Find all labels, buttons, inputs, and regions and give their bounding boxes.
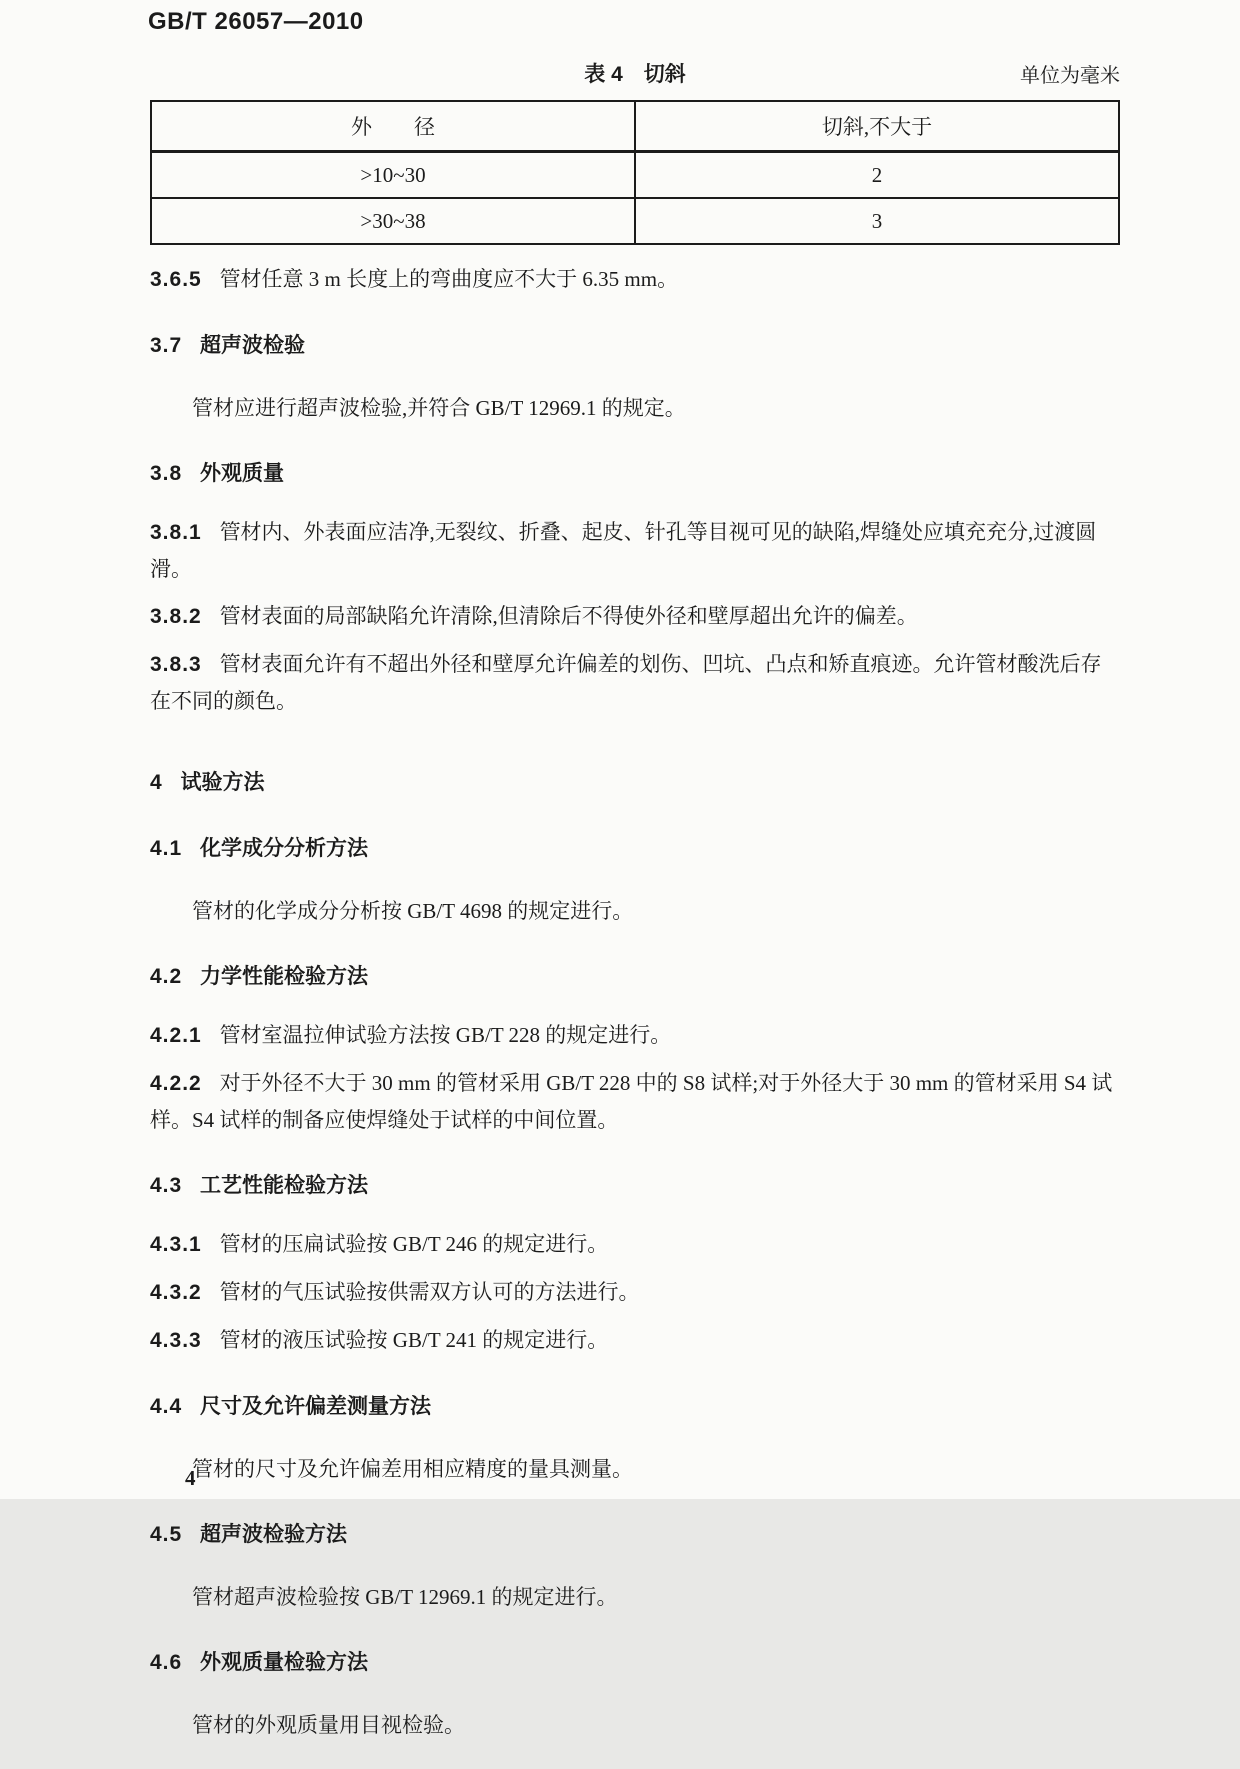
heading-4-1 [150,831,1120,867]
table-caption-row [150,58,1120,90]
page-number: 4 [185,1466,196,1490]
heading-4-5 [150,1517,1120,1553]
clause-number: 4.2 [150,965,183,988]
clause-number: 4.2.1 [150,1024,202,1047]
cell-cut-slant-value: 3 [635,198,1119,244]
clause-text: 管材的液压试验按 GB/T 241 的规定进行。 [219,1328,609,1352]
clause-number: 3.8.3 [150,653,202,676]
clause-number: 3.8.1 [150,521,202,544]
clause-number: 4.3 [150,1174,183,1197]
cell-diameter-range: >30~38 [151,198,635,244]
cell-cut-slant-value: 2 [635,152,1119,199]
clause-text: 管材表面允许有不超出外径和壁厚允许偏差的划伤、凹坑、凸点和矫直痕迹。允许管材酸洗后存在不同的颜色。 [150,652,1102,713]
clause-text: 管材的压扁试验按 GB/T 246 的规定进行。 [219,1232,609,1256]
heading-4-6 [150,1645,1120,1681]
heading-title: 力学性能检验方法 [200,965,369,988]
column-header-outer-diameter: 外 径 [151,101,635,152]
heading-4-3 [150,1168,1120,1204]
paragraph-chemical: 管材的化学成分分析按 GB/T 4698 的规定进行。 [192,899,634,923]
chapter-number: 4 [150,771,163,794]
clause-4-3-1 [150,1226,1120,1263]
standard-number: GB/T 26057—2010 [148,8,364,35]
clause-number: 4.6 [150,1651,183,1674]
paragraph-ultrasonic: 管材应进行超声波检验,并符合 GB/T 12969.1 的规定。 [192,396,686,420]
table-4-qiexie [150,100,1120,245]
clause-number: 4.2.2 [150,1072,202,1095]
heading-4-2 [150,959,1120,995]
clause-3-8-1 [150,514,1120,587]
heading-title: 超声波检验 [200,334,306,357]
clause-text: 管材任意 3 m 长度上的弯曲度应不大于 6.35 mm。 [219,267,679,291]
heading-4-4 [150,1389,1120,1425]
clause-number: 4.3.3 [150,1329,202,1352]
table-header-row [151,101,1119,152]
paragraph-visual: 管材的外观质量用目视检验。 [192,1713,465,1737]
clause-text: 管材的气压试验按供需双方认可的方法进行。 [219,1280,640,1304]
page-content [150,0,1120,1769]
clause-number: 3.6.5 [150,268,202,291]
clause-4-2-2 [150,1065,1120,1138]
heading-3-8 [150,456,1120,492]
table-row [151,152,1119,199]
clause-number: 3.7 [150,334,183,357]
clause-number: 4.4 [150,1395,183,1418]
unit-note: 单位为毫米 [1020,65,1120,87]
clause-3-8-3 [150,646,1120,719]
heading-title: 尺寸及允许偏差测量方法 [200,1395,432,1418]
paragraph-ultrasonic-method: 管材超声波检验按 GB/T 12969.1 的规定进行。 [192,1585,618,1609]
clause-number: 3.8.2 [150,605,202,628]
paragraph-dimension: 管材的尺寸及允许偏差用相应精度的量具测量。 [192,1457,633,1481]
clause-number: 4.3.2 [150,1281,202,1304]
clause-number: 3.8 [150,462,183,485]
heading-title: 外观质量 [200,462,285,485]
clause-number: 4.3.1 [150,1233,202,1256]
clause-text: 对于外径不大于 30 mm 的管材采用 GB/T 228 中的 S8 试样;对于外径大于 30 mm 的管材采用 S4 试样。S4 试样的制备应使焊缝处于试样的中间位置。 [150,1071,1113,1132]
clause-3-6-5 [150,261,1120,298]
clause-3-8-2 [150,598,1120,635]
clause-text: 管材室温拉伸试验方法按 GB/T 228 的规定进行。 [219,1023,672,1047]
heading-title: 超声波检验方法 [200,1523,348,1546]
clause-number: 4.5 [150,1523,183,1546]
heading-title: 外观质量检验方法 [200,1651,369,1674]
clause-4-2-1 [150,1017,1120,1054]
heading-3-7 [150,328,1120,364]
clause-text: 管材表面的局部缺陷允许清除,但清除后不得使外径和壁厚超出允许的偏差。 [219,604,918,628]
cell-diameter-range: >10~30 [151,152,635,199]
column-header-cut-slant: 切斜,不大于 [635,101,1119,152]
clause-number: 4.1 [150,837,183,860]
heading-4 [150,765,1120,801]
table-row [151,198,1119,244]
clause-text: 管材内、外表面应洁净,无裂纹、折叠、起皮、针孔等目视可见的缺陷,焊缝处应填充充分,过渡圆滑。 [150,520,1097,581]
heading-title: 化学成分分析方法 [200,837,369,860]
heading-title: 工艺性能检验方法 [200,1174,369,1197]
clause-4-3-2 [150,1274,1120,1311]
clause-4-3-3 [150,1322,1120,1359]
table-caption: 表 4 切斜 [584,63,686,86]
heading-title: 试验方法 [180,771,265,794]
